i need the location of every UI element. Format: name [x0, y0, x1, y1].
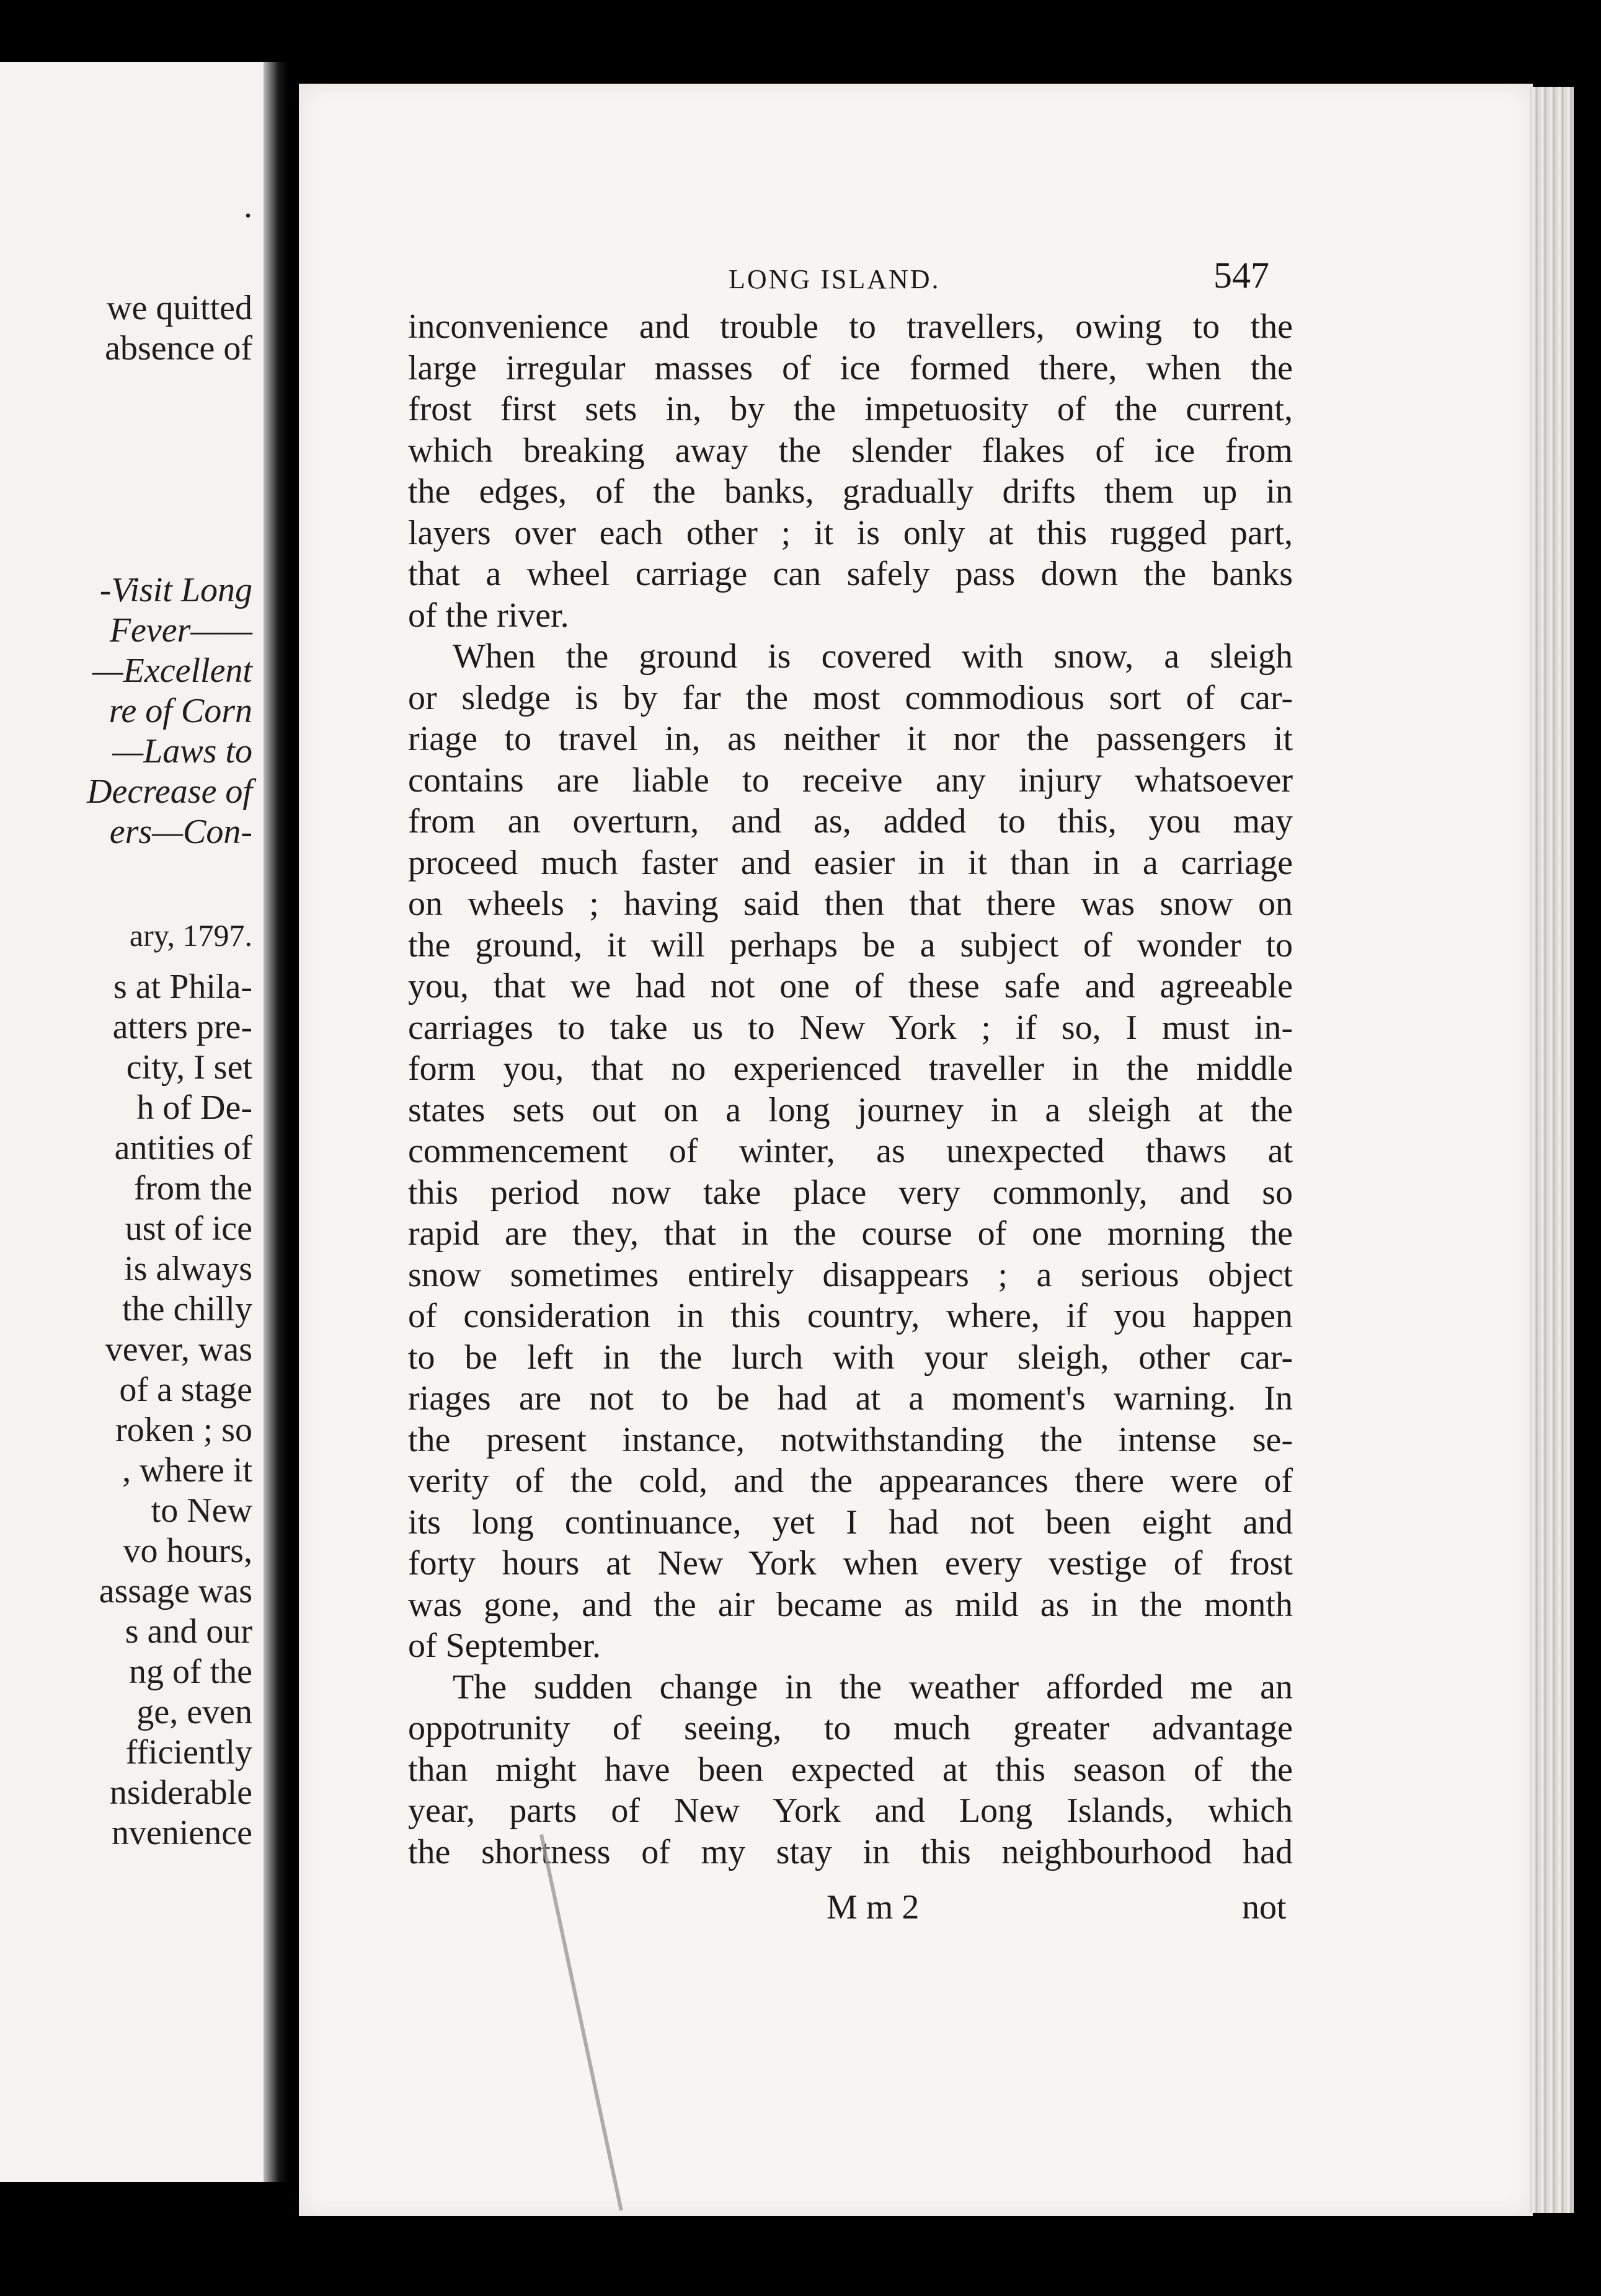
left-text-line: Decrease of: [87, 772, 252, 811]
text-line: to be left in the lurch with your sleigh, other car-: [408, 1338, 1293, 1377]
text-line: riages are not to be had at a moment's warning. In: [408, 1379, 1293, 1418]
left-text-line: -Visit Long: [99, 571, 252, 609]
left-text-line: city, I set: [126, 1048, 252, 1087]
text-line: the edges, of the banks, gradually drifts them up in: [408, 472, 1293, 511]
left-text-line: re of Corn: [109, 692, 252, 730]
text-line: or sledge is by far the most commodious sort of car-: [408, 678, 1293, 717]
text-line: that a wheel carriage can safely pass down the banks: [408, 555, 1293, 593]
text-line: verity of the cold, and the appearances there were of: [408, 1462, 1293, 1500]
left-text-line: roken ; so: [115, 1411, 252, 1449]
text-line: riage to travel in, as neither it nor the passengers it: [408, 720, 1293, 758]
text-line: oppotrunity of seeing, to much greater advantage: [408, 1709, 1293, 1747]
left-text-line: antities of: [114, 1129, 252, 1167]
text-line: proceed much faster and easier in it than in a carriage: [408, 843, 1293, 882]
left-text-line: s at Phila-: [113, 968, 252, 1006]
left-text-line: fficiently: [125, 1733, 252, 1772]
text-line: of September.: [408, 1627, 601, 1665]
text-line: was gone, and the air became as mild as in the month: [408, 1585, 1293, 1624]
left-text-line: nvenience: [112, 1814, 252, 1852]
text-line: year, parts of New York and Long Islands, which: [408, 1791, 1293, 1830]
left-page: [0, 62, 264, 2182]
text-line: you, that we had not one of these safe and agreeable: [408, 967, 1293, 1005]
signature-mark: M m 2: [827, 1888, 920, 1927]
text-line: the present instance, notwithstanding the intense se-: [408, 1420, 1293, 1459]
text-line: which breaking away the slender flakes of ice from: [408, 431, 1293, 470]
text-line: the shortness of my stay in this neighbourhood had: [408, 1832, 1293, 1871]
catchword: not: [1242, 1888, 1287, 1927]
text-line: carriages to take us to New York ; if so, I must in-: [408, 1008, 1293, 1047]
left-text-line: from the: [133, 1169, 252, 1208]
left-text-line: , where it: [122, 1451, 252, 1490]
left-text-line: the chilly: [122, 1290, 252, 1328]
left-text-line: .: [244, 187, 252, 225]
text-line: from an overturn, and as, added to this, you may: [408, 802, 1293, 841]
text-line: snow sometimes entirely disappears ; a serious object: [408, 1255, 1293, 1294]
page-edges: [1530, 87, 1574, 2213]
left-text-line: ge, even: [136, 1693, 252, 1731]
running-head: LONG ISLAND.: [729, 264, 941, 294]
left-text-line: assage was: [99, 1572, 252, 1610]
left-text-line: we quitted: [107, 289, 252, 327]
text-line: of consideration in this country, where, if you happen: [408, 1297, 1293, 1335]
left-text-line: ary, 1797.: [129, 918, 252, 953]
left-text-line: of a stage: [119, 1371, 252, 1409]
text-line: this period now take place very commonly, and so: [408, 1173, 1293, 1212]
text-line: the ground, it will perhaps be a subject of wonder to: [408, 925, 1293, 965]
left-text-line: to New: [151, 1491, 252, 1530]
left-text-line: h of De-: [136, 1088, 252, 1127]
text-line: frost first sets in, by the impetuosity of the current,: [408, 390, 1293, 428]
left-text-line: s and our: [125, 1612, 252, 1651]
text-line: commencement of winter, as unexpected thaws at: [408, 1132, 1293, 1170]
left-text-line: is always: [124, 1250, 252, 1288]
text-line: form you, that no experienced traveller in the middle: [408, 1049, 1293, 1088]
text-line: layers over each other ; it is only at this rugged part,: [408, 513, 1293, 552]
left-text-line: absence of: [105, 329, 252, 368]
text-line: The sudden change in the weather afforded me an: [453, 1667, 1293, 1707]
text-line: of the river.: [408, 596, 569, 635]
left-text-line: ers—Con-: [109, 813, 252, 851]
text-line: its long continuance, yet I had not been eight and: [408, 1503, 1293, 1542]
left-text-line: vever, was: [105, 1330, 252, 1369]
left-text-line: ng of the: [128, 1653, 252, 1691]
left-text-line: vo hours,: [123, 1532, 252, 1570]
left-text-line: ust of ice: [125, 1209, 252, 1248]
text-line: inconvenience and trouble to travellers, owing to the: [408, 307, 1293, 346]
text-line: than might have been expected at this season of the: [408, 1750, 1293, 1789]
book-gutter: [264, 62, 288, 2182]
left-text-line: Fever——: [109, 611, 252, 650]
text-line: contains are liable to receive any injury whatsoever: [408, 761, 1293, 800]
text-line: states sets out on a long journey in a sleigh at the: [408, 1090, 1293, 1129]
left-text-line: —Excellent: [92, 651, 252, 690]
left-text-line: atters pre-: [112, 1008, 252, 1046]
text-line: large irregular masses of ice formed there, when the: [408, 348, 1293, 387]
text-line: forty hours at New York when every vestige of frost: [408, 1544, 1293, 1583]
left-text-line: —Laws to: [112, 732, 252, 770]
page-number: 547: [1213, 255, 1269, 296]
text-line: When the ground is covered with snow, a sleigh: [453, 637, 1293, 676]
left-text-line: nsiderable: [109, 1773, 252, 1812]
text-line: rapid are they, that in the course of one morning the: [408, 1214, 1293, 1253]
text-line: on wheels ; having said then that there was snow on: [408, 885, 1293, 923]
